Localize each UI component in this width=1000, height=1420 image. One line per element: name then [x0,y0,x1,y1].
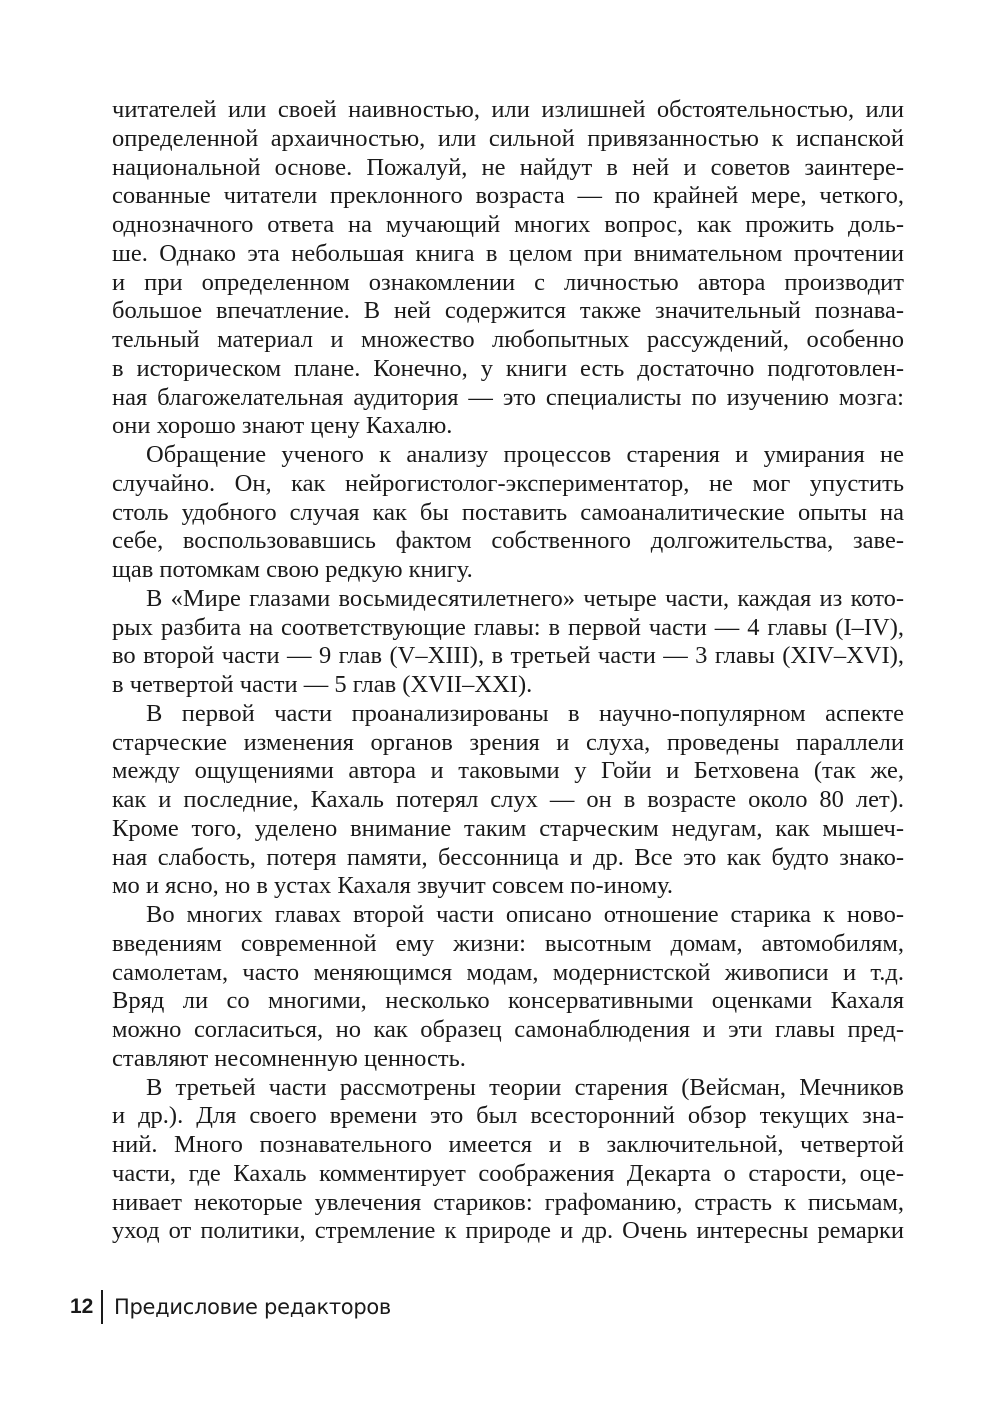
running-title: Предисловие редакторов [114,1295,392,1319]
text-line: части, где Кахаль комментирует соображения Декарта о старости, оце- [112,1159,904,1187]
text-line: и др.). Для своего времени это был всесторонний обзор текущих зна- [112,1102,904,1130]
text-line: мо и ясно, но в устах Кахаля звучит совсем по-иному. [112,872,674,900]
text-line: самолетам, часто меняющимся модам, модернистской живописи и т.д. [112,958,904,986]
text-line: ше. Однако эта небольшая книга в целом при внимательном прочтении [112,239,904,267]
text-line: рых разбита на соответствующие главы: в первой части — 4 главы (I–IV), [112,613,904,641]
text-line: они хорошо знают цену Кахалю. [112,412,453,440]
text-line: однозначного ответа на мучающий многих вопрос, как прожить доль- [112,211,904,238]
text-line: можно согласиться, но как образец самонаблюдения и эти главы пред- [112,1016,904,1043]
text-line: ний. Много познавательного имеется и в заключительной, четвертой [112,1131,904,1158]
text-line: тельный материал и множество любопытных рассуждений, особенно [112,326,904,353]
text-line: ная благожелательная аудитория — это специалисты по изучению мозга: [112,383,904,411]
text-line: национальной основе. Пожалуй, не найдут в ней и советов заинтере- [112,153,904,181]
text-line: щав потомкам свою редкую книгу. [112,556,473,583]
text-line: ная слабость, потеря памяти, бессонница и др. Все это как будто знако- [112,843,904,871]
text-line: старческие изменения органов зрения и слуха, проведены параллели [112,728,904,756]
text-line: введениям современной ему жизни: высотным домам, автомобилям, [112,929,904,957]
text-line: уход от политики, стремление к природе и др. Очень интересны ремарки [112,1217,904,1245]
text-line: во второй части — 9 глав (V–XIII), в третьей части — 3 главы (XIV–XVI), [112,642,904,670]
text-line: в четвертой части — 5 глав (XVII–XXI). [112,671,533,698]
body-text [112,96,904,1246]
text-line: определенной архаичностью, или сильной привязанностью к испанской [112,124,904,152]
text-line: Во многих главах второй части описано отношение старика к ново- [146,901,904,928]
text-line: и при определенном ознакомлении с личностью автора производит [112,268,904,296]
text-line: Кроме того, уделено внимание таким старческим недугам, как мышеч- [112,814,904,842]
text-line: столь удобного случая как бы поставить самоаналитические опыты на [112,498,904,526]
text-line: как и последние, Кахаль потерял слух — он в возрасте около 80 лет). [112,786,904,813]
text-line: в историческом плане. Конечно, у книги есть достаточно подготовлен- [112,354,904,382]
text-line: В первой части проанализированы в научно-популярном аспекте [146,699,904,727]
text-line: В «Мире глазами восьмидесятилетнего» четыре части, каждая из кото- [146,584,904,612]
text-line: ставляют несомненную ценность. [112,1044,466,1072]
text-line: В третьей части рассмотрены теории старения (Вейсман, Мечников [146,1073,904,1101]
page-footer [70,1290,391,1324]
text-line: сованные читатели преклонного возраста — по крайней мере, четкого, [112,182,904,210]
text-line: большое впечатление. В ней содержится также значительный познава- [112,297,904,325]
text-line: между ощущениями автора и таковыми у Гойи и Бетховена (так же, [112,757,904,785]
footer-divider [101,1290,103,1324]
text-line: случайно. Он, как нейрогистолог-экспериментатор, не мог упустить [112,469,904,497]
page-number: 12 [70,1295,94,1318]
text-line: себе, воспользовавшись фактом собственного долгожительства, заве- [112,527,904,555]
text-line: Вряд ли со многими, несколько консервативными оценками Кахаля [112,987,904,1015]
text-line: Обращение ученого к анализу процессов старения и умирания не [146,441,904,468]
text-line: читателей или своей наивностью, или излишней обстоятельностью, или [112,96,904,123]
text-line: нивает некоторые увлечения стариков: графоманию, страсть к письмам, [112,1188,904,1216]
